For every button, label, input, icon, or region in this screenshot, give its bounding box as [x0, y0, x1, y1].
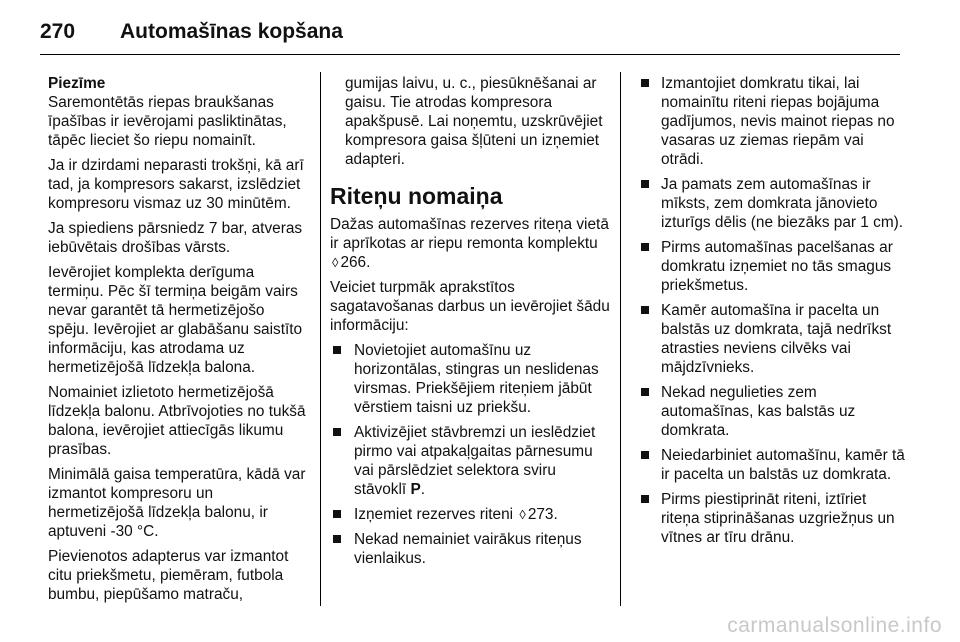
page-number: 270 — [40, 20, 76, 43]
list-item: Novietojiet automašīnu uz horizontālas, stingras un neslidenas virsmas. Priekšējiem riteņiem jābūt vērstiem taisni uz priekšu. — [330, 341, 610, 417]
square-bullet-icon — [641, 79, 649, 87]
page-ref-icon: ◊ — [332, 255, 339, 270]
square-bullet-icon — [641, 306, 649, 314]
square-bullet-icon — [641, 180, 649, 188]
square-bullet-icon — [641, 495, 649, 503]
paragraph: Ja spiediens pārsniedz 7 bar, atveras iebūvētais drošības vārsts. — [48, 220, 303, 256]
square-bullet-icon — [333, 535, 341, 543]
watermark: carmanualsonline.info — [727, 614, 942, 637]
page-ref-icon: ◊ — [519, 507, 526, 522]
square-bullet-icon — [333, 428, 341, 436]
column-divider-2 — [620, 72, 621, 606]
header-divider — [40, 54, 900, 55]
list-item: Izņemiet rezerves riteni ◊ 273. — [330, 505, 610, 524]
column-divider-1 — [320, 72, 321, 606]
list-item: Aktivizējiet stāvbremzi un ieslēdziet pirmo vai atpakaļgaitas pārnesumu vai pārslēdziet selektora sviru stāvoklī P. — [330, 423, 610, 499]
paragraph: Nomainiet izlietoto hermetizējošā līdzekļa balonu. Atbrīvojoties no tukšā balona, ievērojiet attiecīgās likumu prasības. — [48, 384, 306, 458]
paragraph: Ja ir dzirdami neparasti trokšņi, kā arī tad, ja kompresors sakarst, izslēdziet kompresoru vismaz uz 30 minūtēm. — [48, 157, 304, 212]
paragraph: Ievērojiet komplekta derīguma termiņu. Pēc šī termiņa beigām vairs nevar garantēt tā hermetizējošo spēju. Ievērojiet ar glabāšanu saistīto informāciju, kas atrodama uz hermetizējošā līdzekļa balona. — [48, 264, 303, 376]
square-bullet-icon — [641, 388, 649, 396]
column-3 — [638, 74, 908, 553]
list-item: Ja pamats zem automašīnas ir mīksts, zem domkrata jānovieto izturīgs dēlis (ne biezāks par 1 cm). — [638, 175, 908, 232]
list-item: Neiedarbiniet automašīnu, kamēr tā ir pacelta un balstās uz domkrata. — [638, 446, 908, 484]
list-item: Kamēr automašīna ir pacelta un balstās uz domkrata, tajā nedrīkst atrasties neviens cilvēks vai mājdzīvnieks. — [638, 301, 908, 377]
square-bullet-icon — [641, 243, 649, 251]
page-ref-link[interactable]: 266. — [340, 254, 371, 271]
note-text: Saremontētās riepas braukšanas īpašības ir ievērojami pasliktinātas, tāpēc lieciet šo riepu nomainīt. — [48, 94, 287, 149]
page-ref-link[interactable]: 273. — [527, 506, 558, 523]
paragraph-continued: gumijas laivu, u. c., piesūknēšanai ar gaisu. Tie atrodas kompresora apakšpusē. Lai noņemtu, uzskrūvējiet kompresora gaisa šļūteni un izņemiet adapteri. — [345, 75, 603, 168]
square-bullet-icon — [333, 510, 341, 518]
column-1 — [48, 74, 308, 610]
square-bullet-icon — [333, 346, 341, 354]
list-item: Nekad nemainiet vairākus riteņus vienlaikus. — [330, 530, 610, 568]
section-heading: Riteņu nomaiņa — [330, 183, 503, 209]
list-item: Nekad negulieties zem automašīnas, kas balstās uz domkrata. — [638, 383, 908, 440]
list-item: Izmantojiet domkratu tikai, lai nomainītu riteni riepas bojājuma gadījumos, nevis mainot riepas no vasaras uz ziemas riepām vai otrādi. — [638, 74, 908, 169]
note-label: Piezīme — [48, 75, 106, 92]
page-title: Automašīnas kopšana — [120, 20, 343, 43]
list-item: Pirms piestiprināt riteni, iztīriet riteņa stiprināšanas uzgriežņus un vītnes ar tīru drānu. — [638, 490, 908, 547]
paragraph: Pievienotos adapterus var izmantot citu priekšmetu, piemēram, futbola bumbu, piepūšamo matraču, — [48, 548, 289, 603]
paragraph: Veiciet turpmāk aprakstītos sagatavošanas darbus un ievērojiet šādu informāciju: — [330, 279, 610, 334]
square-bullet-icon — [641, 451, 649, 459]
list-item: Pirms automašīnas pacelšanas ar domkratu izņemiet no tās smagus priekšmetus. — [638, 238, 908, 295]
column-2 — [330, 74, 610, 574]
paragraph: Dažas automašīnas rezerves riteņa vietā ir aprīkotas ar riepu remonta komplektu ◊ 266. — [330, 216, 609, 271]
bullet-list — [330, 341, 610, 568]
paragraph: Minimālā gaisa temperatūra, kādā var izmantot kompresoru un hermetizējošā līdzekļa balonu, ir aptuveni -30 °C. — [48, 466, 306, 540]
bullet-list — [638, 74, 908, 547]
page-header — [40, 14, 920, 54]
